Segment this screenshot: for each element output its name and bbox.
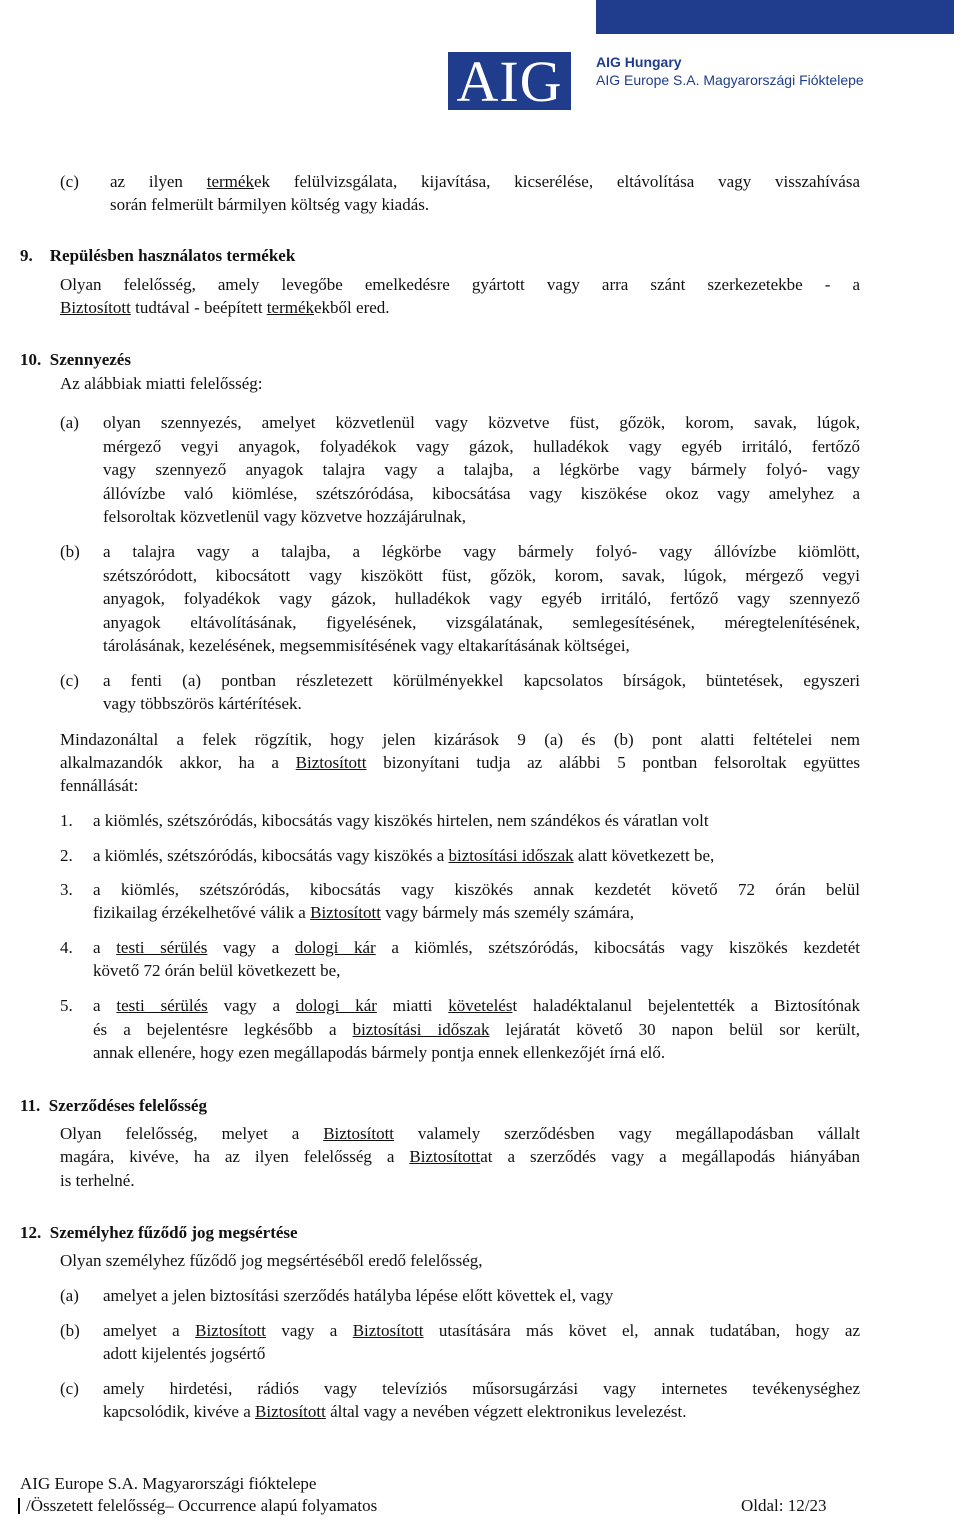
paragraph-line: annak ellenére, hogy ezen megállapodás bármely pontja ennek ellenkezőjét írná elő.	[93, 1043, 666, 1062]
defined-term-link[interactable]: követelés	[448, 996, 513, 1015]
item-number: 1.	[60, 811, 73, 830]
paragraph-line: a talajra vagy a talajba, a légkörbe vagy bármely folyó- vagy állóvízbe kiömlött,	[103, 542, 860, 561]
item-number: 2.	[60, 846, 73, 865]
paragraph-line: során felmerült bármilyen költség vagy kiadás.	[110, 195, 430, 214]
paragraph-line: és a bejelentésre legkésőbb a biztosítási időszak lejáratát követő 30 napon belül sor került,	[93, 1020, 860, 1039]
paragraph-line: anyagok eltávolításának, figyelésének, vizsgálatának, semlegesítésének, méregtelenítésének,	[103, 613, 860, 632]
defined-term-link[interactable]: Biztosított	[409, 1147, 481, 1166]
paragraph-line: alkalmazandók akkor, ha a Biztosított bizonyítani tudja az alábbi 5 pontban felsoroltak együttes	[60, 753, 860, 772]
section-heading: 12. Személyhez fűződő jog megsértése	[20, 1223, 298, 1242]
paragraph-line: adott kijelentés jogsértő	[103, 1344, 266, 1363]
item-label: (c)	[60, 1379, 79, 1398]
paragraph-line: Olyan felelősség, melyet a Biztosított valamely szerződésben vagy megállapodásban vállalt	[60, 1124, 861, 1143]
paragraph-line: is terhelné.	[60, 1171, 135, 1190]
paragraph-line: Olyan személyhez fűződő jog megsértéséből eredő felelősség,	[60, 1251, 483, 1270]
defined-term-link[interactable]: testi sérülés	[116, 938, 208, 957]
item-label: (c)	[60, 671, 79, 690]
item-label: (c)	[60, 172, 79, 191]
footer-company: AIG Europe S.A. Magyarországi fióktelepe	[20, 1474, 317, 1493]
defined-term-link[interactable]: testi sérülés	[116, 996, 208, 1015]
paragraph-line: a kiömlés, szétszóródás, kibocsátás vagy kiszökés a biztosítási időszak alatt következett be,	[93, 846, 715, 865]
paragraph-line: tárolásának, kezelésének, megsemmisítésének vagy eltakarításának költségei,	[103, 636, 630, 655]
paragraph-line: vagy szennyező anyagok talajra vagy a talajba, a légkörbe vagy bármely folyó- vagy	[103, 460, 860, 479]
paragraph-line: mérgező vegyi anyagok, folyadékok vagy gázok, hulladékok vagy egyéb irritáló, fertőző	[103, 437, 860, 456]
paragraph-line: magára, kivéve, ha az ilyen felelősség a Biztosítottat a szerződés vagy a megállapodás hiányában	[60, 1147, 861, 1166]
defined-term-link[interactable]: Biztosított	[255, 1402, 326, 1421]
paragraph-line: felsoroltak közvetlenül vagy közvetve hozzájárulnak,	[103, 507, 466, 526]
item-label: (a)	[60, 1286, 79, 1305]
defined-term-link[interactable]: biztosítási időszak	[352, 1020, 490, 1039]
item-label: (a)	[60, 413, 79, 432]
defined-term-link[interactable]: Biztosított	[195, 1321, 266, 1340]
paragraph-line: Mindazonáltal a felek rögzítik, hogy jelen kizárások 9 (a) és (b) pont alatti feltételei nem	[60, 730, 860, 749]
paragraph-line: állóvízbe való kiömlése, szétszóródása, kibocsátása vagy kiszökése okoz vagy amelyhez a	[103, 484, 860, 503]
paragraph-line: olyan szennyezés, amelyet közvetlenül vagy közvetve füst, gőzök, korom, savak, lúgok,	[103, 413, 860, 432]
paragraph-line: Az alábbiak miatti felelősség:	[60, 374, 263, 393]
paragraph-line: a kiömlés, szétszóródás, kibocsátás vagy kiszökés hirtelen, nem szándékos és váratlan volt	[93, 811, 709, 830]
paragraph-line: fizikailag érzékelhetővé válik a Biztosított vagy bármely más személy számára,	[93, 903, 634, 922]
defined-term-link[interactable]: Biztosított	[323, 1124, 395, 1143]
section-heading: 10. Szennyezés	[20, 350, 131, 369]
item-number: 3.	[60, 880, 73, 899]
footer-document-title: /Összetett felelősség– Occurrence alapú folyamatos	[26, 1496, 378, 1515]
defined-term-link[interactable]: dologi kár	[294, 938, 376, 957]
section-heading: 9. Repülésben használatos termékek	[20, 246, 296, 265]
defined-term-link[interactable]: biztosítási időszak	[448, 846, 574, 865]
paragraph-line: amelyet a jelen biztosítási szerződés hatályba lépése előtt követtek el, vagy	[103, 1286, 614, 1305]
paragraph-line: amely hirdetési, rádiós vagy televíziós műsorsugárzási vagy internetes tevékenységhez	[103, 1379, 860, 1398]
paragraph-line: amelyet a Biztosított vagy a Biztosított utasítására más követ el, annak tudatában, hogy az	[103, 1321, 860, 1340]
item-label: (b)	[60, 1321, 80, 1340]
defined-term-link[interactable]: Biztosított	[295, 753, 367, 772]
paragraph-line: anyagok, folyadékok vagy gázok, hulladékok vagy egyéb irritáló, fertőző vagy szennyező	[103, 589, 860, 608]
paragraph-line: a testi sérülés vagy a dologi kár miatti követelést haladéktalanul bejelentették a Biztosítónak	[93, 996, 861, 1015]
aig-logo: AIG	[448, 52, 571, 110]
paragraph-line: Biztosított tudtával - beépített termékekből ered.	[60, 298, 390, 317]
paragraph-line: a testi sérülés vagy a dologi kár a kiömlés, szétszóródás, kibocsátás vagy kiszökés kezdetét	[93, 938, 860, 957]
defined-term-link[interactable]: Biztosított	[310, 903, 381, 922]
section-heading: 11. Szerződéses felelősség	[20, 1096, 207, 1115]
paragraph-line: vagy többszörös kártérítések.	[103, 694, 302, 713]
header-color-bar	[596, 0, 954, 34]
brand-title: AIG Hungary	[596, 54, 682, 70]
paragraph-line: az ilyen termékek felülvizsgálata, kijavítása, kicserélése, eltávolítása vagy visszahívása	[110, 172, 860, 191]
paragraph-line: fennállását:	[60, 776, 139, 795]
defined-term-link[interactable]: Biztosított	[60, 298, 131, 317]
item-label: (b)	[60, 542, 80, 561]
defined-term-link[interactable]: termék	[266, 298, 314, 317]
paragraph-line: követő 72 órán belül következett be,	[93, 961, 341, 980]
paragraph-line: Olyan felelősség, amely levegőbe emelkedésre gyártott vagy arra szánt szerkezetekbe - a	[60, 275, 860, 294]
item-number: 5.	[60, 996, 73, 1015]
paragraph-line: szétszóródott, kibocsátott vagy kiszökött füst, gőzök, korom, savak, lúgok, mérgező vegyi	[103, 566, 860, 585]
defined-term-link[interactable]: dologi kár	[295, 996, 377, 1015]
paragraph-line: kapcsolódik, kivéve a Biztosított által vagy a nevében végzett elektronikus levelezést.	[103, 1402, 687, 1421]
defined-term-link[interactable]: Biztosított	[352, 1321, 424, 1340]
paragraph-line: a kiömlés, szétszóródás, kibocsátás vagy kiszökés annak kezdetét követő 72 órán belül	[93, 880, 860, 899]
defined-term-link[interactable]: termék	[206, 172, 254, 191]
paragraph-line: a fenti (a) pontban részletezett körülményekkel kapcsolatos bírságok, büntetések, egyszeri	[103, 671, 860, 690]
item-number: 4.	[60, 938, 73, 957]
footer-page-number: Oldal: 12/23	[741, 1496, 827, 1515]
footer-divider	[18, 1498, 20, 1514]
brand-subtitle: AIG Europe S.A. Magyarországi Fióktelepe	[596, 72, 864, 88]
